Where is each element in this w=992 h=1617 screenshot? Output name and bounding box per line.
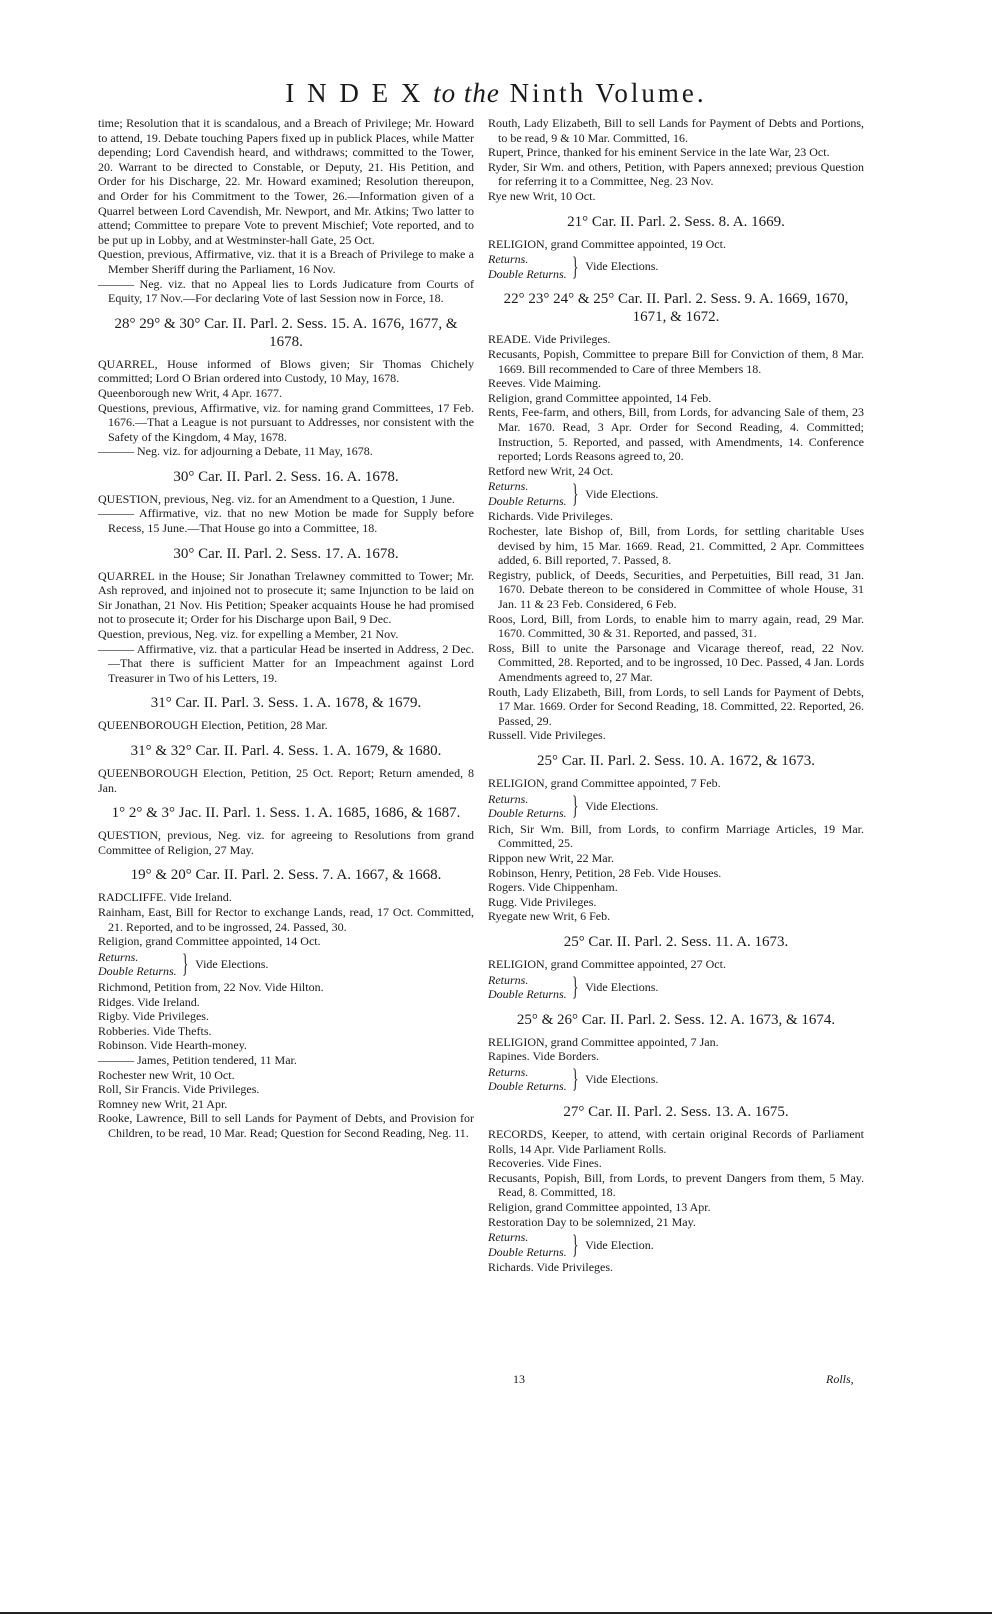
- index-entry: QUESTION, previous, Neg. viz. for an Amendment to a Question, 1 June.: [98, 491, 455, 506]
- index-entry: Rochester new Writ, 10 Oct.: [98, 1067, 235, 1082]
- index-entry: RELIGION, grand Committee appointed, 19 Oct.: [488, 236, 726, 251]
- returns-label: Returns.: [488, 1230, 529, 1245]
- brace-icon: }: [571, 972, 579, 1002]
- brace-icon: }: [571, 1064, 579, 1094]
- brace-icon: }: [181, 949, 189, 979]
- index-entry: Retford new Writ, 24 Oct.: [488, 463, 614, 478]
- brace-icon: }: [571, 478, 579, 508]
- brace-icon: }: [571, 791, 579, 821]
- session-heading: 27° Car. II. Parl. 2. Sess. 13. A. 1675.: [563, 1104, 789, 1121]
- session-heading: 31° & 32° Car. II. Parl. 4. Sess. 1. A. 1679, & 1680.: [130, 743, 442, 759]
- index-entry: READE. Vide Privileges.: [488, 332, 611, 347]
- index-entry: Rye new Writ, 10 Oct.: [488, 188, 596, 203]
- session-heading: 19° & 20° Car. II. Parl. 2. Sess. 7. A. 1667, & 1668.: [130, 867, 442, 884]
- index-entry: Recusants, Popish, Committee to prepare Bill for Conviction of them, 8 Mar. 1669. Bill recommended to Care of three Members 18.: [488, 346, 864, 376]
- index-entry: ——— Neg. viz. for adjourning a Debate, 11 May, 1678.: [98, 444, 373, 459]
- session-heading: 30° Car. II. Parl. 2. Sess. 17. A. 1678.: [173, 545, 399, 562]
- vide-reference: Vide Election.: [585, 1237, 654, 1252]
- index-entry: Ross, Bill to unite the Parsonage and Vicarage thereof, read, 22 Nov. Committed, 28. Reported, and to be ingrossed, 10 Dec. Passed, 4 Jan. Lords Amendments agreed to, 27 Mar.: [488, 640, 864, 684]
- brace-icon: }: [571, 251, 579, 281]
- index-entry: ——— Affirmative, viz. that no new Motion be made for Supply before Recess, 15 June.—That House go into a Committee, 18.: [98, 506, 474, 536]
- vide-reference: Vide Elections.: [585, 798, 659, 813]
- returns-brace: [488, 792, 864, 821]
- vide-reference: Vide Elections.: [585, 979, 659, 994]
- session-heading: 1° 2° & 3° Jac. II. Parl. 1. Sess. 1. A. 1685, 1686, & 1687.: [111, 805, 461, 822]
- returns-brace: [98, 950, 474, 979]
- index-entry: Rigby. Vide Privileges.: [98, 1009, 209, 1024]
- returns-brace: [488, 479, 864, 508]
- double-returns-label: Double Returns.: [488, 1079, 567, 1094]
- index-entry: Rapines. Vide Borders.: [488, 1049, 600, 1064]
- index-entry: Rents, Fee-farm, and others, Bill, from Lords, for advancing Sale of them, 23 Mar. 1670. Read, 3 Apr. Order for Second Reading, 4. Committed; Instruction, 5. Reported, and passed, with Amendments, 14. Conference reported; Lords Reasons agreed to, 20.: [488, 405, 864, 464]
- index-entry: Queenborough new Writ, 4 Apr. 1677.: [98, 385, 282, 400]
- vide-reference: Vide Elections.: [585, 259, 659, 274]
- index-entry: Reeves. Vide Maiming.: [488, 376, 602, 391]
- index-entry: Recoveries. Vide Fines.: [488, 1156, 602, 1171]
- session-heading: 22° 23° 24° & 25° Car. II. Parl. 2. Sess. 9. A. 1669, 1670, 1671, & 1672.: [503, 291, 849, 326]
- index-entry: RELIGION, grand Committee appointed, 27 Oct.: [488, 956, 726, 971]
- returns-label: Returns.: [488, 791, 529, 806]
- index-entry: Rugg. Vide Privileges.: [488, 894, 597, 909]
- right-column: [488, 116, 864, 1275]
- index-entry: Religion, grand Committee appointed, 13 Apr.: [488, 1200, 711, 1215]
- index-entry: Routh, Lady Elizabeth, Bill, from Lords, to sell Lands for Payment of Debts, 17 Mar. 1669. Order for Second Reading, 18. Committed, 22. Reported, 26. Passed, 29.: [488, 684, 864, 728]
- index-entry: Rooke, Lawrence, Bill to sell Lands for Payment of Debts, and Provision for Children, to be read, 10 Mar. Read; Question for Second Reading, Neg. 11.: [98, 1111, 474, 1140]
- title-to-the: to the: [433, 78, 500, 108]
- index-entry: Richards. Vide Privileges.: [488, 509, 614, 524]
- returns-brace: [488, 973, 864, 1002]
- returns-brace: [488, 1230, 864, 1259]
- double-returns-label: Double Returns.: [488, 266, 567, 281]
- session-heading: 21° Car. II. Parl. 2. Sess. 8. A. 1669.: [567, 213, 785, 230]
- index-entry: RELIGION, grand Committee appointed, 7 Feb.: [488, 775, 721, 790]
- returns-label: Returns.: [488, 479, 529, 494]
- vide-reference: Vide Elections.: [585, 486, 659, 501]
- index-entry: Ryegate new Writ, 6 Feb.: [488, 909, 611, 924]
- index-entry: Rupert, Prince, thanked for his eminent Service in the late War, 23 Oct.: [488, 145, 830, 160]
- page-number: 13: [513, 1372, 525, 1386]
- returns-label: Returns.: [488, 1064, 529, 1079]
- index-entry: ——— Neg. viz. that no Appeal lies to Lords Judicature from Courts of Equity, 17 Nov.—For declaring Vote of last Session now in Force, 18.: [98, 276, 474, 306]
- left-column: [98, 116, 474, 1140]
- page-title: [0, 78, 992, 109]
- index-entry: QUEENBOROUGH Election, Petition, 28 Mar.: [98, 718, 328, 733]
- session-heading: 25° & 26° Car. II. Parl. 2. Sess. 12. A. 1673, & 1674.: [516, 1011, 836, 1028]
- index-entry: Russell. Vide Privileges.: [488, 728, 606, 743]
- vide-reference: Vide Elections.: [585, 1072, 659, 1087]
- index-entry: Restoration Day to be solemnized, 21 May.: [488, 1214, 696, 1229]
- session-heading: 25° Car. II. Parl. 2. Sess. 10. A. 1672, & 1673.: [536, 752, 816, 769]
- index-entry: ——— Affirmative, viz. that a particular Head be inserted in Address, 2 Dec.—That there is sufficient Matter for an Impeachment against Lord Treasurer in Two of his Letters, 19.: [98, 641, 474, 685]
- index-entry: Richards. Vide Privileges.: [488, 1260, 614, 1275]
- index-entry: RELIGION, grand Committee appointed, 7 Jan.: [488, 1034, 719, 1049]
- index-entry: Rainham, East, Bill for Rector to exchange Lands, read, 17 Oct. Committed, 21. Reported, and to be ingrossed, 24. Passed, 30.: [98, 904, 474, 934]
- index-entry: Questions, previous, Affirmative, viz. for naming grand Committees, 17 Feb. 1676.—That a League is not pursuant to Addresses, nor consistent with the Safety of the Kingdom, 4 May, 1678.: [98, 400, 474, 444]
- double-returns-label: Double Returns.: [488, 987, 567, 1002]
- session-heading: 31° Car. II. Parl. 3. Sess. 1. A. 1678, & 1679.: [150, 695, 422, 712]
- index-entry: Robberies. Vide Thefts.: [98, 1023, 212, 1038]
- double-returns-label: Double Returns.: [488, 493, 567, 508]
- index-entry: Religion, grand Committee appointed, 14 Oct.: [98, 934, 321, 949]
- returns-label: Returns.: [488, 972, 529, 987]
- index-entry: Ridges. Vide Ireland.: [98, 994, 200, 1009]
- returns-label: Returns.: [488, 252, 529, 267]
- session-heading: 25° Car. II. Parl. 2. Sess. 11. A. 1673.: [563, 933, 789, 950]
- index-entry: Registry, publick, of Deeds, Securities, and Perpetuities, Bill read, 31 Jan. 1670. Debate thereon to be considered in Committee of whole House, 31 Jan. 11 & 23 Feb. Considered, 6 Feb.: [488, 567, 864, 612]
- returns-label: Returns.: [98, 949, 139, 964]
- index-entry: QUARREL, House informed of Blows given; Sir Thomas Chichely committed; Lord O Brian ordered into Custody, 10 May, 1678.: [98, 356, 474, 386]
- index-entry: Robinson. Vide Hearth-money.: [98, 1038, 247, 1053]
- brace-icon: }: [571, 1229, 579, 1259]
- index-entry: Question, previous, Affirmative, viz. that it is a Breach of Privilege to make a Member Sheriff during the Parliament, 16 Nov.: [98, 247, 474, 276]
- double-returns-label: Double Returns.: [488, 1244, 567, 1259]
- index-entry: Rich, Sir Wm. Bill, from Lords, to confirm Marriage Articles, 19 Mar. Committed, 25.: [488, 821, 864, 851]
- index-entry: ——— James, Petition tendered, 11 Mar.: [98, 1052, 297, 1067]
- index-entry: RECORDS, Keeper, to attend, with certain original Records of Parliament Rolls, 14 Apr. Vide Parliament Rolls.: [488, 1127, 864, 1156]
- index-entry: Religion, grand Committee appointed, 14 Feb.: [488, 390, 712, 405]
- index-entry: Question, previous, Neg. viz. for expelling a Member, 21 Nov.: [98, 627, 399, 642]
- index-entry: Roos, Lord, Bill, from Lords, to enable him to marry again, read, 29 Mar. 1670. Committed, 30 & 31. Reported, and passed, 31.: [488, 611, 864, 641]
- index-entry: QUARREL in the House; Sir Jonathan Trelawney committed to Tower; Mr. Ash reproved, and injoined not to prosecute it; same Injunction to be laid on Sir Jonathan, 21 Nov. His Petition; Speaker acquaints House he had promised not to prosecute it; Order for his Discharge upon Bail, 9 Dec.: [98, 568, 474, 627]
- page-bottom-rule: [0, 1612, 992, 1614]
- returns-brace: [488, 252, 864, 281]
- title-volume: Ninth Volume.: [509, 78, 707, 108]
- index-entry: Robinson, Henry, Petition, 28 Feb. Vide Houses.: [488, 865, 722, 880]
- double-returns-label: Double Returns.: [98, 964, 177, 979]
- index-entry: Rogers. Vide Chippenham.: [488, 880, 618, 895]
- title-index: I N D E X: [285, 78, 424, 108]
- index-entry: Routh, Lady Elizabeth, Bill to sell Lands for Payment of Debts and Portions, to be read, 9 & 10 Mar. Committed, 16.: [488, 116, 864, 145]
- catchword: Rolls,: [826, 1372, 854, 1386]
- index-entry: Romney new Writ, 21 Apr.: [98, 1096, 228, 1111]
- vide-reference: Vide Elections.: [195, 957, 269, 972]
- index-entry: Richmond, Petition from, 22 Nov. Vide Hilton.: [98, 979, 324, 994]
- index-entry: RADCLIFFE. Vide Ireland.: [98, 890, 232, 905]
- session-heading: 30° Car. II. Parl. 2. Sess. 16. A. 1678.: [173, 468, 399, 485]
- index-entry: time; Resolution that it is scandalous, and a Breach of Privilege; Mr. Howard to attend, 19. Debate touching Papers fixed up in publick Places, while Matter depending; Lord Cavendish heard, and withdraws; committed to the Tower, 20. Warrant to be directed to Constable, or Deputy, 21. His Petition, and Order for his Discharge, 22. Mr. Howard examined; Resolution thereupon, and Order for his Commitment to the Tower, 26.—Information given of a Quarrel between Lord Cavendish, Mr. Newport, and Mr. Atkins; Two latter to attend; Committee to prepare Vote to prevent Mischief; Vote reported, and to be put up in Lobby, and at Westminster-hall Gate, 25 Oct.: [98, 116, 474, 247]
- index-entry: QUESTION, previous, Neg. viz. for agreeing to Resolutions from grand Committee of Religion, 27 May.: [98, 828, 474, 857]
- index-entry: QUEENBOROUGH Election, Petition, 25 Oct. Report; Return amended, 8 Jan.: [98, 766, 474, 795]
- double-returns-label: Double Returns.: [488, 806, 567, 821]
- returns-brace: [488, 1065, 864, 1094]
- session-heading: 28° 29° & 30° Car. II. Parl. 2. Sess. 15. A. 1676, 1677, & 1678.: [114, 315, 458, 350]
- index-entry: Recusants, Popish, Bill, from Lords, to prevent Dangers from them, 5 May. Read, 8. Committed, 18.: [488, 1170, 864, 1200]
- index-entry: Ryder, Sir Wm. and others, Petition, with Papers annexed; previous Question for referring it to a Committee, Neg. 23 Nov.: [488, 159, 864, 189]
- index-entry: Rochester, late Bishop of, Bill, from Lords, for settling charitable Uses devised by him, 15 Mar. 1669. Read, 21. Committed, 2 Apr. Committees added, 6. Bill reported, 7. Passed, 8.: [488, 524, 864, 568]
- index-entry: Rippon new Writ, 22 Mar.: [488, 850, 614, 865]
- index-entry: Roll, Sir Francis. Vide Privileges.: [98, 1082, 260, 1097]
